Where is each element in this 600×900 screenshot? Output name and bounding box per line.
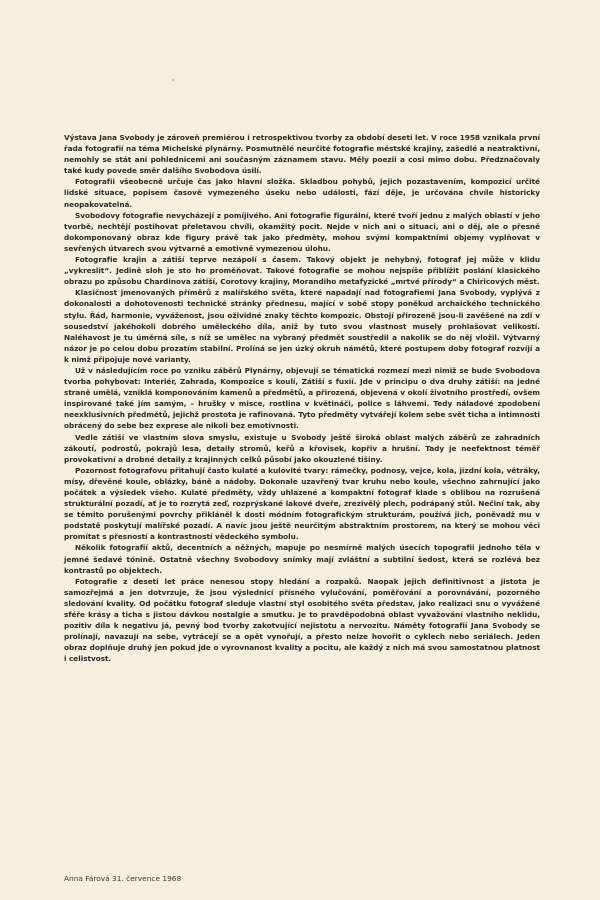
paragraph: Vedle zátiší ve vlastním slova smyslu, existuje u Svobody ještě široká oblast malých záběrů ze zahradních zákoutí, podrostů, pokrajů lesa, detaily stromů, keřů a křovisek, kopřiv a hrušní. Tady je neefektnost téměř provokativní a drobné detaily z krajinných celků působí jako okouzlené tišiny. [64, 432, 540, 464]
body-text [64, 132, 540, 665]
paragraph: Výstava Jana Svobody je zároveň premiérou i retrospektivou tvorby za období deseti let. V roce 1958 vznikala první řada fotografií na téma Michelské plynárny. Posmutnělé neurčité fotografie městské krajiny, zašedlé a neatraktivní, nemohly se stát ani pohlednicemi ani současným záznamem stavu. Měly poezii a cosi mimo dobu. Předznačovaly také kudy povede směr dalšího Svobodova úsilí. [64, 133, 540, 176]
paragraph: Klasičnost jmenovaných příměrů z malířského světa, které napadají nad fotografiemi Jana Svobody, vyplývá z dokonalosti a dohotovenosti technické stránky přednesu, mající v sobě stopy poněkud archaického technického stylu. Řád, harmonie, vyváženost, jsou ožividné znaky těchto kompozic. Obstojí přirozeně jsou-li zavěšené na zdi v sousedství jakéhokoli dobrého uměleckého díla, aniž by tuto svou vlastnost musely prohlašovat velikostí. Naléhavost je tu úměrná síle, s níž se umělec na vybraný předmět soustředil a nakolik se do něj vložil. Výtvarný názor je po celou dobu prozatím stabilní. Prolíná se jen úzký okruh námětů, které postupem doby fotograf rozvíjí a k nimž připojuje nové varianty. [64, 288, 540, 364]
paragraph: Fotografie z deseti let práce nenesou stopy hledání a rozpaků. Naopak jejich definitivnost a jistota je samozřejmá a jen dotvrzuje, že jsou výslednicí přísného vylučování, poměřování a porovnávání, pozorného sledování kvality. Od počátku fotograf sleduje vlastní styl osobitého světa představ, jako realizaci snu o vyvážené sféře krásy a ticha s jistou dávkou nostalgie a smutku. Je to pravděpodobná oblast vyvažování vlastního neklidu, pozitiv díla k negativu já, pevný bod tvorby zakotvující nejistotu a nervozitu. Náměty fotografií Jana Svobody se prolínají, navazují na sebe, vytrácejí se a opět vynořují, a přesto nelze hovořit o cyklech nebo seriálech. Jeden obraz doplňuje druhý jen pokud jde o vyrovnanost kvality a pocitu, ale každý z nich má svou samostatnou platnost i celistvost. [64, 576, 540, 664]
paragraph: Pozornost fotografovu přitahují často kulaté a kulovité tvary: rámečky, podnosy, vejce, kola, jízdní kola, větráky, mísy, dřevěné koule, oblázky, báně a nádoby. Dokonale uzavřený tvar kruhu nebo koule, všechno zahrnující jako počátek a výsledek všeho. Kulaté předměty, vždy uhlazené a kompaktní fotograf klade s oblibou na rozrušená strukturální pozadí, ať je to rozrytá zeď, rozprýskané lakové dveře, zrezivělý plech, podrápaný stůl. Nečiní tak, aby se těmito porušenými povrchy přikláněl k dosti módním fotografickým strukturám, používá jich, poněvadž mu v podstatě poskytují malířské pozadí. A navíc jsou ještě neurčitým abstraktním prostorem, na který se mohou věci promítat s přesností a kontrastností vědeckého symbolu. [64, 465, 540, 542]
paragraph: Už v následujícím roce po vzniku záběrů Plynárny, objevují se tématická rozmezí mezi nimiž se bude Svobodova tvorba pohybovat: Interiér, Zahrada, Kompozice s koulí, Zátiší s fuxií. Jde v principu o dva druhy zátiší: na jedné straně umělá, vzniklá komponováním kamenů a předmětů, a přirozená, objevená v okolí životního prostředí, ovšem inspirované také jím samým, – hrušky v misce, rostlina v květináči, police s láhvemi. Tedy náladové zpodobení neexklusivních předmětů, jejichž prostota je rafinovaná. Tyto předměty vytvářejí kolem sebe svět ticha a intimnosti obrácený do sebe bez exprese ale nikoli bez emotivnosti. [64, 365, 540, 431]
paragraph: Fotografie krajin a zátiší teprve nezápolí s časem. Takový objekt je nehybný, fotograf jej může v klidu „vykreslit“. Jedině sloh je sto ho proměňovat. Takové fotografie se mohou nejspíše přiblížit poslání klasického obrazu po způsobu Chardinova zátiší, Corotovy krajiny, Morandiho metafyzické „mrtvé přírody“ a Chiricových měst. [64, 255, 540, 287]
paragraph: Několik fotografií aktů, decentních a něžných, mapuje po nesmírně malých úsecích topografii jednoho těla v jemné šedavé tónině. Ostatně všechny Svobodovy snímky mají zvláštní a subtilní šedost, která se rozlévá bez kontrastů po objektech. [64, 543, 540, 575]
speck-mark [172, 79, 174, 81]
signature: Anna Fárová 31. července 1968 [64, 874, 182, 883]
paragraph: Svobodovy fotografie nevycházejí z pomíjivého. Ani fotografie figurální, které tvoří jednu z malých oblastí v jeho tvorbě, nechtějí postihovat přeletavou chvíli, okamžitý pocit. Nejde v nich ani o situaci, ani o děj, ale o přesně dokomponovaný obraz kde figury právě tak jako předměty, mohou svými kompaktními objemy vyplňovat v sevřených útvarech svou výtvarně a emotivně vymezenou úlohu. [64, 210, 540, 253]
paragraph: Fotografii všeobecně určuje čas jako hlavní složka. Skladbou pohybů, jejich pozastavením, kompozicí určité lidské situace, popisem časově vymezeného úseku nebo události, fází děje, je určována chvíle historicky neopakovatelná. [64, 177, 540, 209]
